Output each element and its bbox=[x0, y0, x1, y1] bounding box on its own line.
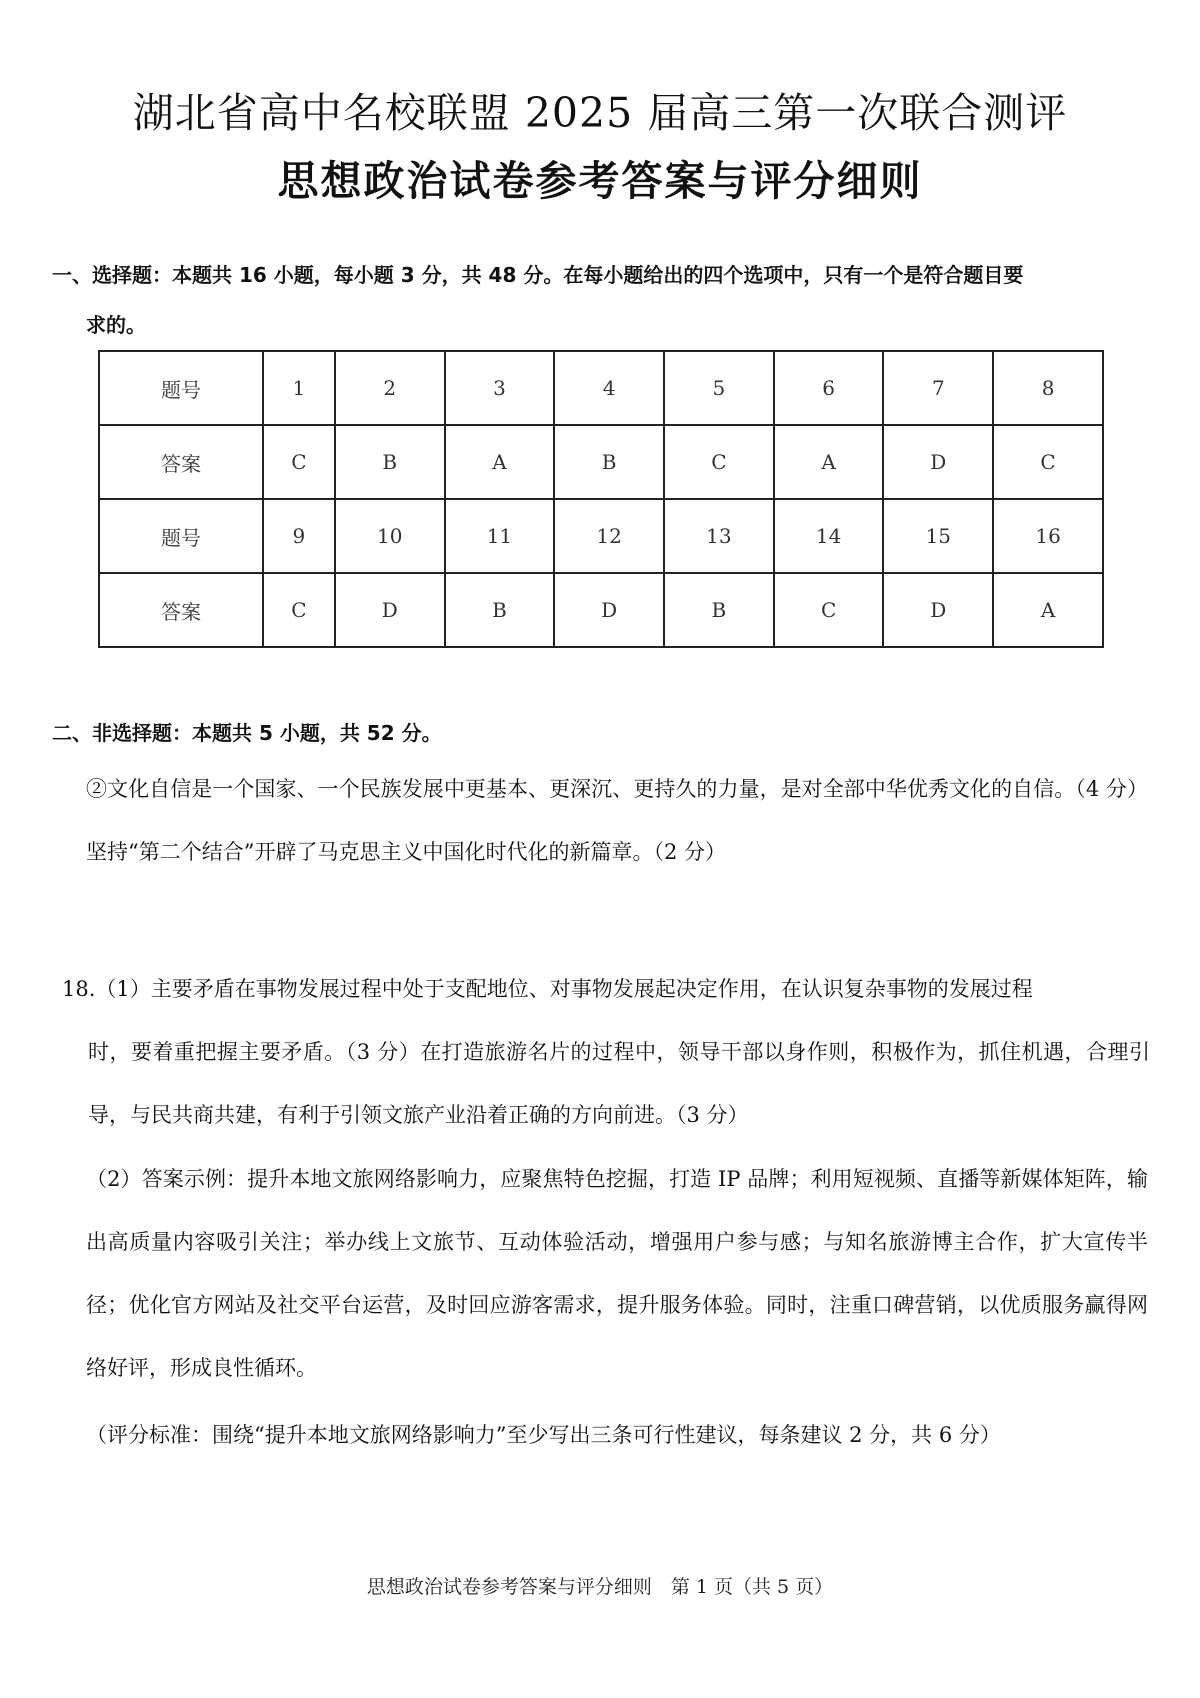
answer-cell: B bbox=[554, 425, 664, 499]
document-title: 湖北省高中名校联盟 2025 届高三第一次联合测评 bbox=[132, 89, 1068, 137]
document-subtitle: 思想政治试卷参考答案与评分细则 bbox=[277, 157, 923, 205]
answer-cell: B bbox=[335, 425, 445, 499]
question-number: 2 bbox=[335, 351, 445, 425]
answer-cell: B bbox=[664, 573, 774, 647]
question-number: 7 bbox=[883, 351, 993, 425]
page-footer: 思想政治试卷参考答案与评分细则 第 1 页（共 5 页） bbox=[366, 1576, 834, 1598]
q17-answer-paragraph: ②文化自信是一个国家、一个民族发展中更基本、更深沉、更持久的力量，是对全部中华优秀文化的自信。（4 分）坚持“第二个结合”开辟了马克思主义中国化时代化的新篇章。（2 分） bbox=[86, 777, 1148, 864]
q18-part2-paragraph: （2）答案示例：提升本地文旅网络影响力，应聚焦特色挖掘，打造 IP 品牌；利用短视频、直播等新媒体矩阵，输出高质量内容吸引关注；举办线上文旅节、互动体验活动，增强用户参与感；与知名旅游博主合作，扩大宣传半径；优化官方网站及社交平台运营，及时回应游客需求，提升服务体验。同时，注重口碑营销，以优质服务赢得网络好评，形成良性循环。 bbox=[86, 1167, 1148, 1380]
question-number: 8 bbox=[993, 351, 1103, 425]
question-number: 15 bbox=[883, 499, 993, 573]
table-row bbox=[99, 573, 1103, 647]
q18-part1-line1: 18.（1）主要矛盾在事物发展过程中处于支配地位、对事物发展起决定作用，在认识复杂事物的发展过程 bbox=[62, 977, 1033, 1001]
question-number: 14 bbox=[774, 499, 884, 573]
question-number: 16 bbox=[993, 499, 1103, 573]
table-row bbox=[99, 499, 1103, 573]
answer-cell: D bbox=[554, 573, 664, 647]
answer-cell: D bbox=[883, 425, 993, 499]
question-number: 13 bbox=[664, 499, 774, 573]
answer-cell: C bbox=[993, 425, 1103, 499]
row-label-number: 题号 bbox=[99, 351, 263, 425]
row-label-answer: 答案 bbox=[99, 573, 263, 647]
answer-cell: A bbox=[774, 425, 884, 499]
q18-part1-rest: 时，要着重把握主要矛盾。（3 分）在打造旅游名片的过程中，领导干部以身作则，积极作为，抓住机遇，合理引导，与民共商共建，有利于引领文旅产业沿着正确的方向前进。（3 分） bbox=[88, 1040, 1150, 1127]
section-2-heading: 二、非选择题：本题共 5 小题，共 52 分。 bbox=[52, 721, 442, 745]
question-number: 4 bbox=[554, 351, 664, 425]
table-row bbox=[99, 425, 1103, 499]
question-number: 5 bbox=[664, 351, 774, 425]
q18-part1-paragraph bbox=[62, 958, 1150, 1147]
question-number: 11 bbox=[445, 499, 555, 573]
section-1-heading bbox=[52, 250, 1162, 350]
question-number: 10 bbox=[335, 499, 445, 573]
answer-cell: C bbox=[263, 573, 335, 647]
question-number: 9 bbox=[263, 499, 335, 573]
answer-cell: C bbox=[664, 425, 774, 499]
row-label-number: 题号 bbox=[99, 499, 263, 573]
row-label-answer: 答案 bbox=[99, 425, 263, 499]
answer-cell: A bbox=[993, 573, 1103, 647]
answer-table bbox=[98, 350, 1104, 648]
answer-cell: B bbox=[445, 573, 555, 647]
answer-cell: C bbox=[774, 573, 884, 647]
answer-cell: A bbox=[445, 425, 555, 499]
answer-cell: C bbox=[263, 425, 335, 499]
answer-cell: D bbox=[335, 573, 445, 647]
section-1-heading-line2: 求的。 bbox=[86, 313, 146, 337]
table-row bbox=[99, 351, 1103, 425]
question-number: 12 bbox=[554, 499, 664, 573]
question-number: 1 bbox=[263, 351, 335, 425]
question-number: 3 bbox=[445, 351, 555, 425]
section-1-heading-line1: 一、选择题：本题共 16 小题，每小题 3 分，共 48 分。在每小题给出的四个选项中，只有一个是符合题目要 bbox=[52, 263, 1024, 287]
question-number: 6 bbox=[774, 351, 884, 425]
answer-cell: D bbox=[883, 573, 993, 647]
q18-scoring-criteria: （评分标准：围绕“提升本地文旅网络影响力”至少写出三条可行性建议，每条建议 2 分，共 6 分） bbox=[86, 1423, 1001, 1447]
